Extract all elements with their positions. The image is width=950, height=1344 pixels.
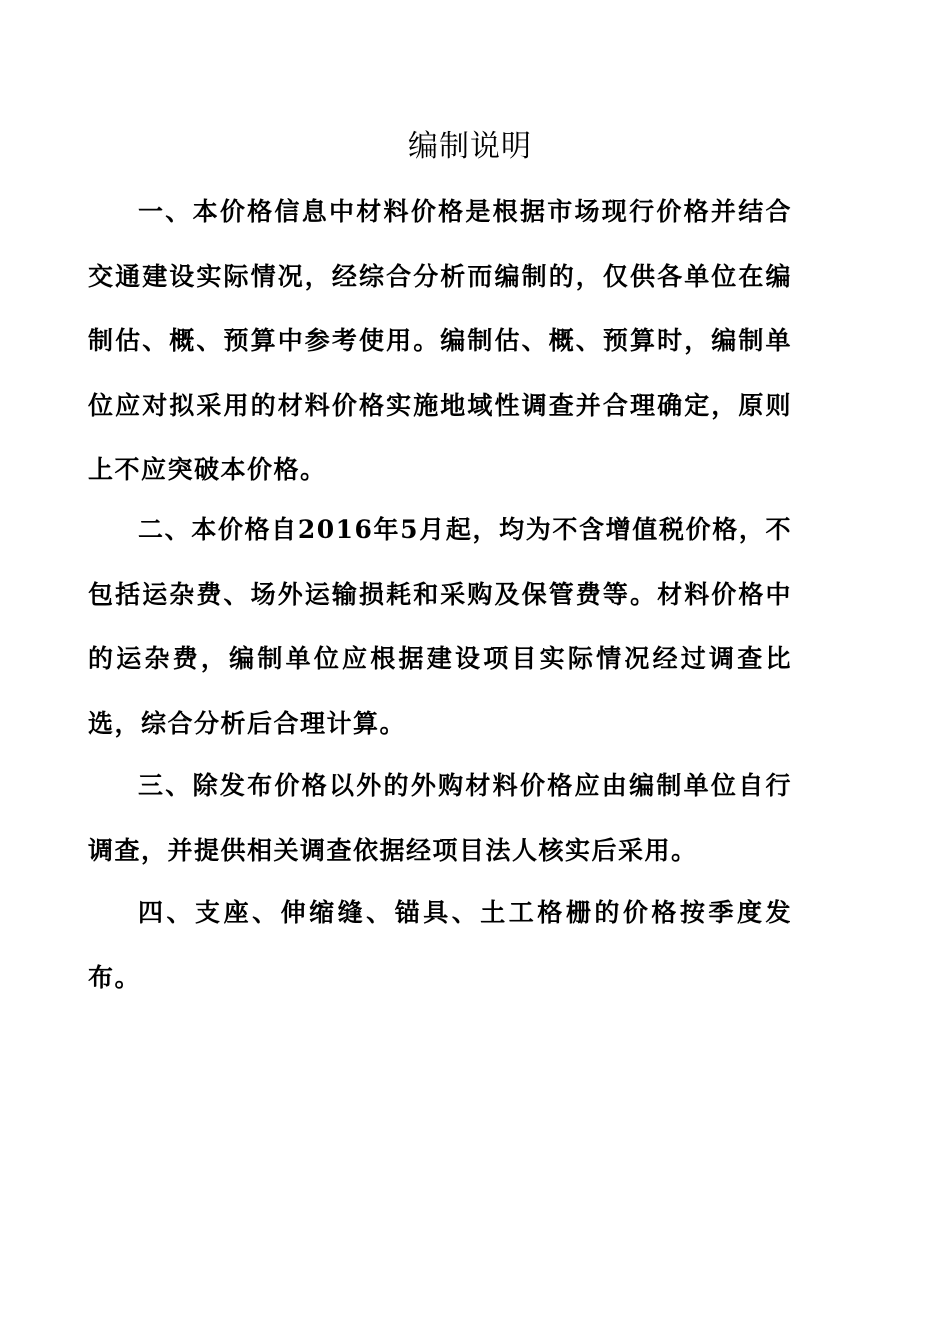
page-title: 编制说明 xyxy=(408,129,532,164)
paragraph-3: 三、除发布价格以外的外购材料价格应由编制单位自行调查，并提供相关调查依据经项目法人核实后采用。 xyxy=(88,771,792,865)
paragraph-4: 四、支座、伸缩缝、锚具、土工格栅的价格按季度发布。 xyxy=(88,898,792,992)
paragraph-2: 二、本价格自2016年5月起，均为不含增值税价格，不包括运杂费、场外运输损耗和采购及保管费等。材料价格中的运杂费，编制单位应根据建设项目实际情况经过调查比选，综合分析后合理计算。 xyxy=(88,515,792,738)
paragraph-1: 一、本价格信息中材料价格是根据市场现行价格并结合交通建设实际情况，经综合分析而编制的，仅供各单位在编制估、概、预算中参考使用。编制估、概、预算时，编制单位应对拟采用的材料价格实施地域性调查并合理确定，原则上不应突破本价格。 xyxy=(88,197,792,484)
